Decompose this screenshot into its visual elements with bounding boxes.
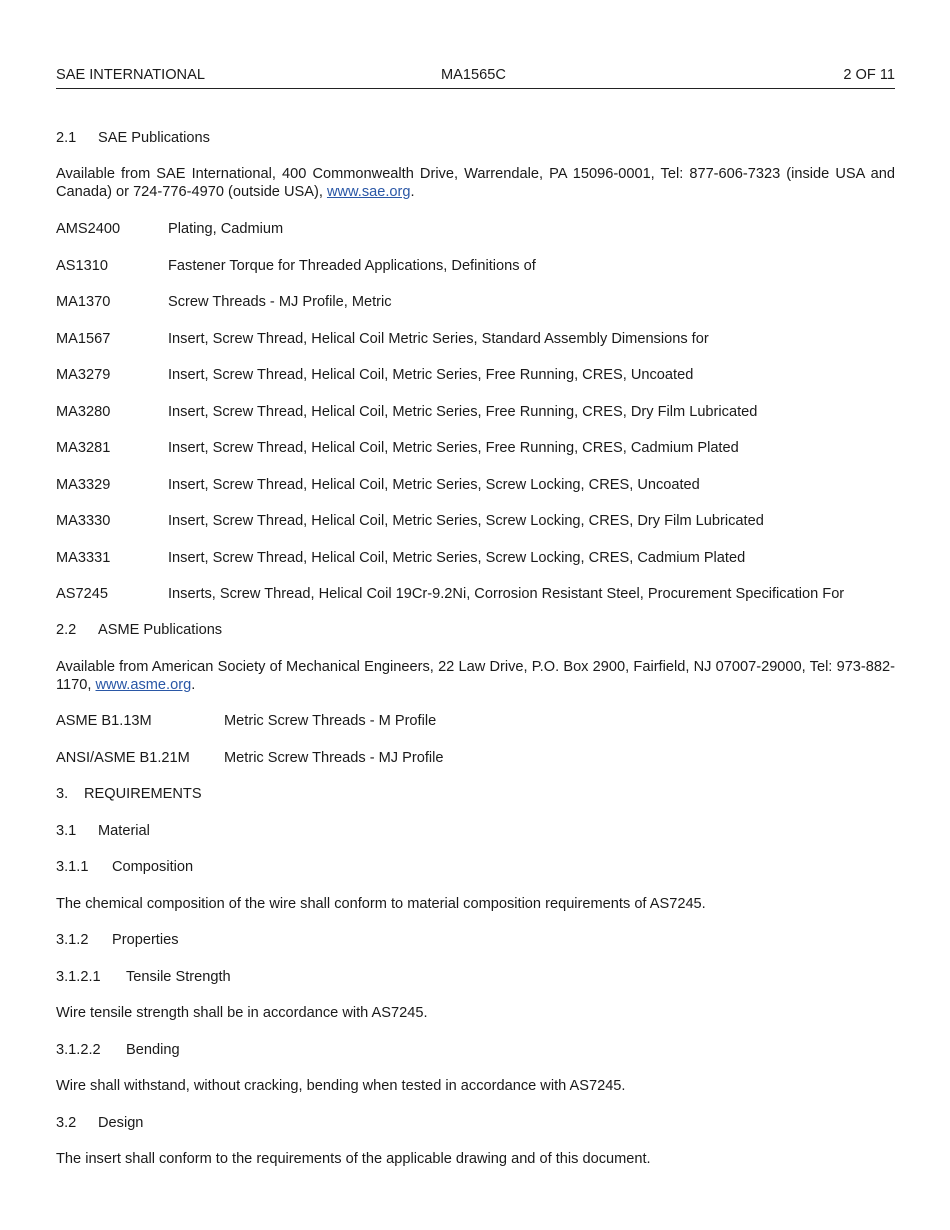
reference-title: Fastener Torque for Threaded Applications, Definitions of bbox=[168, 257, 536, 274]
section-3-1-2-heading bbox=[56, 931, 179, 949]
section-3-1-1-heading bbox=[56, 858, 193, 876]
reference-title: Insert, Screw Thread, Helical Coil, Metric Series, Free Running, CRES, Cadmium Plated bbox=[168, 440, 739, 456]
paragraph-text: Available from American Society of Mechanical Engineers, 22 Law Drive, P.O. Box 2900, Fairfield, NJ 07007-29000, Tel: 973-882-1170, bbox=[56, 659, 895, 693]
reference-title: Insert, Screw Thread, Helical Coil Metric Series, Standard Assembly Dimensions for bbox=[168, 330, 709, 347]
reference-code: MA1370 bbox=[56, 294, 111, 310]
reference-item bbox=[56, 439, 895, 457]
section-3-1-2-2-text: Wire shall withstand, without cracking, bending when tested in accordance with AS7245. bbox=[56, 1078, 626, 1094]
reference-code: AS1310 bbox=[56, 257, 108, 274]
reference-title: Inserts, Screw Thread, Helical Coil 19Cr-9.2Ni, Corrosion Resistant Steel, Procurement Specification For bbox=[168, 586, 845, 602]
section-title: SAE Publications bbox=[98, 130, 210, 146]
reference-item bbox=[56, 476, 895, 494]
reference-code: AMS2400 bbox=[56, 221, 121, 237]
reference-item bbox=[56, 366, 895, 384]
page-header bbox=[56, 66, 895, 89]
reference-code: ANSI/ASME B1.21M bbox=[56, 750, 190, 766]
reference-code: MA1567 bbox=[56, 330, 111, 347]
section-3-heading bbox=[56, 785, 202, 803]
section-number: 3.1.1 bbox=[56, 859, 89, 875]
paragraph-end: . bbox=[191, 677, 196, 693]
reference-item bbox=[56, 712, 895, 730]
paragraph-text: Available from SAE International, 400 Commonwealth Drive, Warrendale, PA 15096-0001, Tel: 877-606-7323 (inside USA and Canada) or 724-776-4970 (outside USA), bbox=[56, 166, 895, 200]
section-2-1-paragraph bbox=[56, 165, 895, 201]
section-3-1-2-1-heading bbox=[56, 968, 231, 986]
reference-title: Insert, Screw Thread, Helical Coil, Metric Series, Screw Locking, CRES, Cadmium Plated bbox=[168, 549, 746, 566]
section-3-1-1-text: The chemical composition of the wire shall conform to material composition requirements of AS7245. bbox=[56, 896, 706, 912]
section-title: REQUIREMENTS bbox=[84, 786, 202, 802]
section-number: 2.2 bbox=[56, 622, 77, 638]
section-3-1-2-1-text: Wire tensile strength shall be in accordance with AS7245. bbox=[56, 1005, 428, 1021]
paragraph-end: . bbox=[410, 184, 415, 200]
reference-item bbox=[56, 512, 895, 530]
reference-item bbox=[56, 403, 895, 421]
reference-item bbox=[56, 549, 895, 567]
section-3-1-2-2-heading bbox=[56, 1041, 180, 1059]
section-3-2-text: The insert shall conform to the requirements of the applicable drawing and of this document. bbox=[56, 1151, 651, 1167]
section-number: 3.1.2.1 bbox=[56, 969, 101, 985]
reference-code: MA3330 bbox=[56, 513, 111, 529]
reference-code: MA3331 bbox=[56, 549, 111, 566]
section-title: Properties bbox=[112, 932, 179, 948]
reference-code: MA3329 bbox=[56, 476, 111, 493]
section-2-2-paragraph bbox=[56, 658, 895, 694]
reference-title: Metric Screw Threads - M Profile bbox=[224, 713, 437, 729]
reference-title: Screw Threads - MJ Profile, Metric bbox=[168, 294, 392, 310]
reference-code: MA3279 bbox=[56, 367, 111, 383]
section-2-1-heading bbox=[56, 129, 210, 147]
section-number: 3.1.2 bbox=[56, 932, 89, 948]
reference-item bbox=[56, 330, 895, 348]
section-title: Bending bbox=[126, 1042, 180, 1058]
reference-code: AS7245 bbox=[56, 586, 108, 602]
section-3-1-heading bbox=[56, 822, 150, 840]
reference-item bbox=[56, 257, 895, 275]
section-title: Composition bbox=[112, 859, 194, 875]
reference-title: Insert, Screw Thread, Helical Coil, Metric Series, Free Running, CRES, Dry Film Lubricated bbox=[168, 403, 758, 420]
reference-code: MA3280 bbox=[56, 403, 111, 420]
section-3-2-heading bbox=[56, 1114, 143, 1132]
reference-title: Plating, Cadmium bbox=[168, 221, 284, 237]
header-page-number: 2 OF 11 bbox=[843, 67, 895, 83]
section-number: 3.1.2.2 bbox=[56, 1042, 101, 1058]
reference-title: Metric Screw Threads - MJ Profile bbox=[224, 750, 444, 766]
reference-item bbox=[56, 293, 895, 311]
reference-item bbox=[56, 220, 895, 238]
section-title: Tensile Strength bbox=[126, 969, 231, 985]
reference-code: ASME B1.13M bbox=[56, 713, 152, 729]
asme-website-link[interactable]: www.asme.org bbox=[95, 677, 192, 693]
header-document-number: MA1565C bbox=[441, 67, 506, 83]
reference-title: Insert, Screw Thread, Helical Coil, Metric Series, Screw Locking, CRES, Uncoated bbox=[168, 476, 700, 493]
reference-item bbox=[56, 585, 895, 603]
section-title: Material bbox=[98, 823, 150, 839]
header-organization: SAE INTERNATIONAL bbox=[56, 67, 205, 83]
section-number: 3.1 bbox=[56, 823, 77, 839]
section-number: 2.1 bbox=[56, 130, 77, 146]
section-2-2-heading bbox=[56, 621, 222, 639]
sae-website-link[interactable]: www.sae.org bbox=[326, 184, 411, 200]
reference-item bbox=[56, 749, 895, 767]
section-number: 3. bbox=[56, 786, 69, 802]
section-number: 3.2 bbox=[56, 1115, 77, 1131]
reference-title: Insert, Screw Thread, Helical Coil, Metric Series, Screw Locking, CRES, Dry Film Lubricated bbox=[168, 513, 764, 529]
reference-code: MA3281 bbox=[56, 440, 111, 456]
section-title: ASME Publications bbox=[98, 622, 223, 638]
reference-title: Insert, Screw Thread, Helical Coil, Metric Series, Free Running, CRES, Uncoated bbox=[168, 367, 694, 383]
section-title: Design bbox=[98, 1115, 144, 1131]
